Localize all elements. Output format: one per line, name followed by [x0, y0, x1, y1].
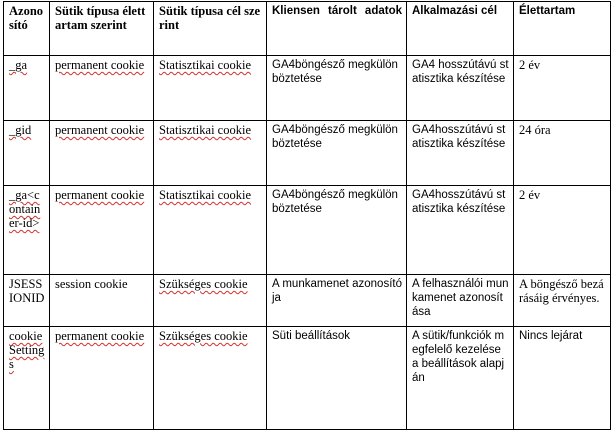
table-row — [4, 327, 611, 430]
table-header-row — [4, 2, 611, 56]
cell-id: _ga<container-id> — [4, 186, 50, 275]
cell-client-data: GA4böngésző megkülönböztetése — [267, 56, 407, 121]
cookie-table — [3, 1, 611, 430]
header-purpose-type: Sütik típusa cél szerint — [154, 2, 267, 56]
cell-id: _gid — [4, 121, 50, 186]
header-id: Azonosító — [4, 2, 50, 56]
table-row — [4, 186, 611, 275]
cell-lifetime-type: permanent cookie — [50, 121, 154, 186]
table-row — [4, 56, 611, 121]
cell-purpose-type: Szükséges cookie — [154, 327, 267, 430]
cell-id: _ga — [4, 56, 50, 121]
cell-client-data: A munkamenet azonosítója — [267, 275, 407, 327]
cell-purpose-type: Statisztikai cookie — [154, 121, 267, 186]
cell-client-data: Süti beállítások — [267, 327, 407, 430]
cell-id: JSESSIONID — [4, 275, 50, 327]
cell-lifetime: 2 év — [514, 56, 611, 121]
cell-lifetime: A böngésző bezárásáig érvényes. — [514, 275, 611, 327]
cell-purpose-type: Statisztikai cookie — [154, 56, 267, 121]
header-purpose: Alkalmazási cél — [407, 2, 514, 56]
header-client-data: Kliensen tárolt adatok — [267, 2, 407, 56]
cell-lifetime-type: permanent cookie — [50, 186, 154, 275]
cell-lifetime: 24 óra — [514, 121, 611, 186]
cell-purpose: GA4hosszútávú statisztika készítése — [407, 121, 514, 186]
cell-purpose: GA4 hosszútávú statisztika készítése — [407, 56, 514, 121]
cell-lifetime-type: permanent cookie — [50, 56, 154, 121]
cell-lifetime-type: session cookie — [50, 275, 154, 327]
cell-lifetime-type: permanent cookie — [50, 327, 154, 430]
cell-purpose-type: Statisztikai cookie — [154, 186, 267, 275]
cell-purpose: GA4hosszútávú statisztika készítése — [407, 186, 514, 275]
cell-client-data: GA4böngésző megkülönböztetése — [267, 121, 407, 186]
cell-id: cookieSettings — [4, 327, 50, 430]
cell-lifetime: Nincs lejárat — [514, 327, 611, 430]
cell-purpose: A felhasználói munkamenet azonosítása — [407, 275, 514, 327]
header-lifetime: Élettartam — [514, 2, 611, 56]
cell-purpose-type: Szükséges cookie — [154, 275, 267, 327]
table-row — [4, 121, 611, 186]
table-row — [4, 275, 611, 327]
cell-lifetime: 2 év — [514, 186, 611, 275]
cell-purpose: A sütik/funkciók megfelelő kezelése a beállítások alapján — [407, 327, 514, 430]
cell-client-data: GA4böngésző megkülönböztetése — [267, 186, 407, 275]
header-lifetime-type: Sütik típusa élettartam szerint — [50, 2, 154, 56]
